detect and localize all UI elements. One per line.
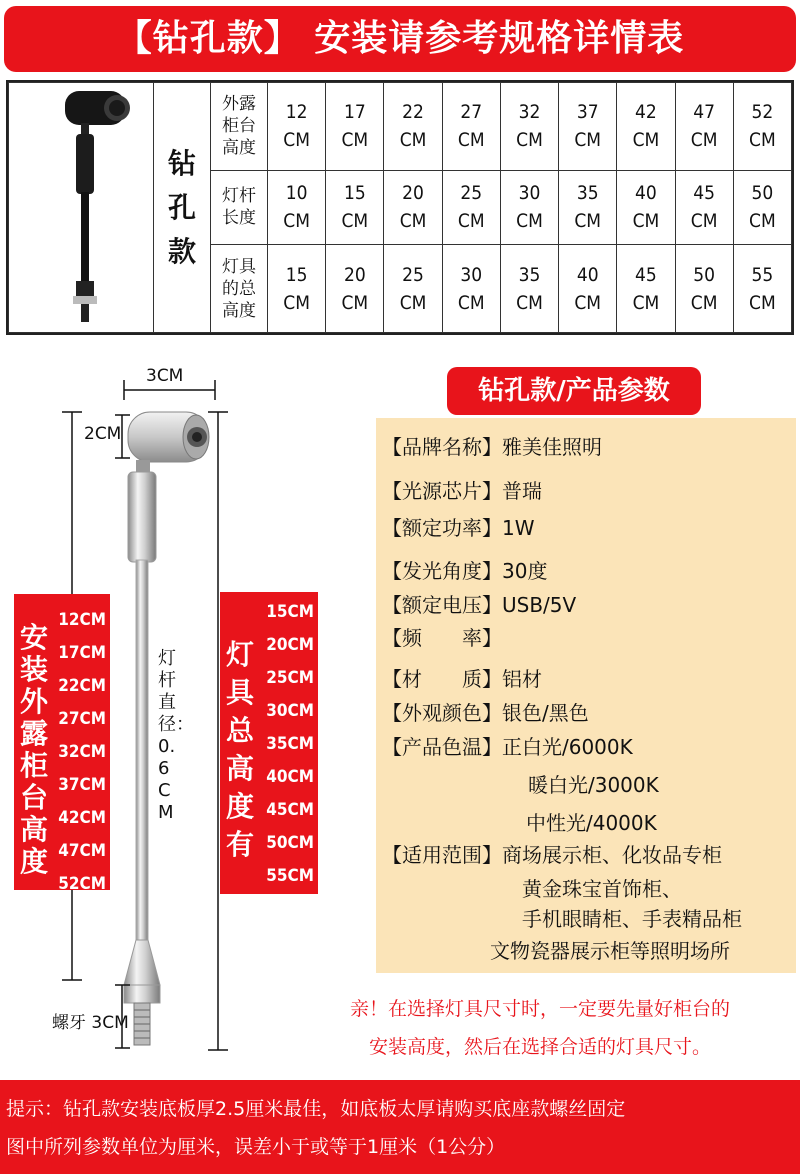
scope-line: 手机眼睛柜、手表精品柜 [522, 907, 742, 931]
value-cell: 47 CM [675, 83, 733, 171]
model-name-cell [154, 83, 211, 333]
value-cell: 45 CM [675, 170, 733, 245]
value-cell: 40 CM [617, 170, 675, 245]
value-cell: 35 CM [559, 170, 617, 245]
thread-label: 螺牙 3CM [52, 1013, 129, 1033]
notice-line: 亲！在选择灯具尺寸时，一定要先量好柜台的 [349, 998, 730, 1020]
color-temp-extra: 暖白光/3000K [528, 773, 659, 797]
value-cell: 55 CM [733, 245, 791, 333]
width-dimension-label: 3CM [146, 366, 184, 386]
color-temp-extra: 中性光/4000K [526, 811, 657, 835]
footer-line: 提示：钻孔款安装底板厚2.5厘米最佳，如底板太厚请购买底座款螺丝固定 [6, 1098, 626, 1120]
value-cell: 15 CM [268, 245, 326, 333]
spec-table [6, 80, 794, 335]
params-panel [376, 418, 796, 973]
page-banner: 【钻孔款】 安装请参考规格详情表 [4, 6, 796, 72]
size-notice [290, 990, 790, 1066]
value-cell: 25 CM [384, 245, 442, 333]
value-cell: 52 CM [733, 83, 791, 171]
value-cell: 50 CM [675, 245, 733, 333]
param-row: 【品牌名称】雅美佳照明 [382, 435, 602, 459]
exposed-height-values: 12CM 17CM 22CM 27CM 32CM 37CM 42CM 47CM 52CM [58, 610, 106, 894]
exposed-height-bar [14, 594, 110, 894]
row-label-line: 长度 [222, 208, 256, 229]
param-row: 【额定电压】USB/5V [382, 593, 577, 617]
value-cell: 20 CM [384, 170, 442, 245]
scope-line: 文物瓷器展示柜等照明场所 [490, 939, 730, 963]
model-name-char: 钻 [167, 146, 196, 180]
model-name-char: 孔 [167, 190, 196, 224]
row-label-line: 柜台 [222, 116, 256, 137]
value-cell: 12 CM [268, 83, 326, 171]
value-cell: 30 CM [442, 245, 500, 333]
value-cell: 17 CM [326, 83, 384, 171]
total-height-values: 15CM 20CM 25CM 30CM 35CM 40CM 45CM 50CM 55CM [266, 602, 314, 886]
row-label-rod-length [211, 170, 268, 245]
value-cell: 37 CM [559, 83, 617, 171]
row-label-line: 外露 [222, 94, 256, 115]
rod-diameter-label: 灯杆直径：0.6 CM [158, 648, 194, 823]
row-label-line: 的总 [222, 278, 256, 299]
value-cell: 42 CM [617, 83, 675, 171]
row-label-line: 高度 [222, 138, 256, 159]
head-height-label: 2CM [84, 424, 122, 444]
value-cell: 50 CM [733, 170, 791, 245]
row-label-line: 灯具 [222, 256, 256, 277]
footer-line: 图中所列参数单位为厘米，误差小于或等于1厘米（1公分） [6, 1136, 506, 1158]
param-row: 【光源芯片】普瑞 [382, 479, 542, 503]
value-cell: 30 CM [500, 170, 558, 245]
total-height-bar [220, 592, 318, 894]
value-cell: 32 CM [500, 83, 558, 171]
total-height-title: 灯 具 总 高 度 有 [225, 638, 254, 861]
value-cell: 27 CM [442, 83, 500, 171]
exposed-height-title: 安 装 外 露 柜 台 高 度 [19, 621, 48, 878]
row-label-exposed-height [211, 83, 268, 171]
lamp-thumbnail-icon [21, 86, 141, 326]
value-cell: 40 CM [559, 245, 617, 333]
row-label-line: 高度 [222, 300, 256, 321]
row-label-total-height [211, 245, 268, 333]
scope-line: 黄金珠宝首饰柜、 [522, 877, 682, 901]
param-row: 【产品色温】正白光/6000K [382, 735, 633, 759]
value-cell: 45 CM [617, 245, 675, 333]
lamp-thumbnail [9, 83, 154, 333]
value-cell: 25 CM [442, 170, 500, 245]
footer-tip [0, 1080, 800, 1174]
row-label-line: 灯杆 [222, 186, 256, 207]
param-row: 【发光角度】30度 [382, 559, 548, 583]
param-row: 【额定功率】1W [382, 516, 535, 540]
param-row: 【频 率】 [382, 626, 502, 650]
params-title: 钻孔款/产品参数 [447, 367, 701, 415]
value-cell: 35 CM [500, 245, 558, 333]
param-row: 【外观颜色】银色/黑色 [382, 701, 589, 725]
value-cell: 22 CM [384, 83, 442, 171]
value-cell: 20 CM [326, 245, 384, 333]
value-cell: 15 CM [326, 170, 384, 245]
notice-line: 安装高度，然后在选择合适的灯具尺寸。 [368, 1036, 711, 1058]
lamp-diagram [0, 340, 370, 1060]
value-cell: 10 CM [268, 170, 326, 245]
model-name-char: 款 [167, 234, 196, 268]
param-row-scope: 【适用范围】商场展示柜、化妆品专柜 [382, 843, 722, 867]
param-row: 【材 质】铝材 [382, 667, 542, 691]
